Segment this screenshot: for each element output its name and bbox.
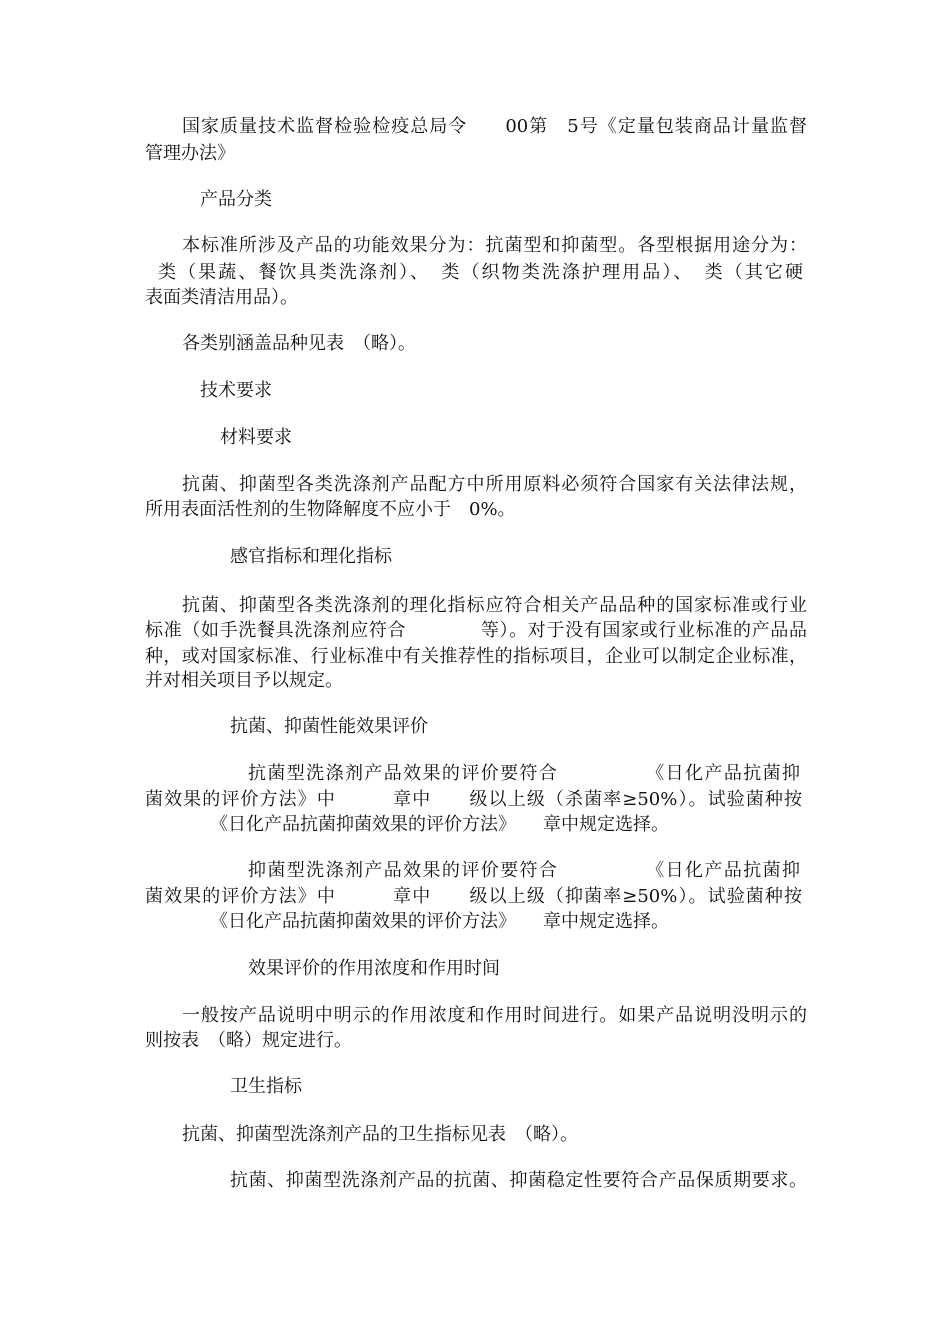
paragraph-line: 抗菌、抑菌型各类洗涤剂产品配方中所用原料必须符合国家有关法律法规， [182,474,807,495]
section-heading: 技术要求 [200,380,272,401]
paragraph-line: 类（果蔬、餐饮具类洗涤剂）、 类（织物类洗涤护理用品）、 类（其它硬 [158,262,803,283]
paragraph-line: 则按表 （略）规定进行。 [145,1030,352,1051]
section-heading: 产品分类 [200,189,272,210]
subsection-heading: 效果评价的作用浓度和作用时间 [248,958,500,979]
paragraph-line: 《日化产品抗菌抑菌效果的评价方法》 章中规定选择。 [210,814,669,835]
subsection-heading: 材料要求 [220,427,292,448]
paragraph-line: 抗菌、抑菌型各类洗涤剂的理化指标应符合相关产品品种的国家标准或行业 [182,595,807,616]
paragraph-line: 所用表面活性剂的生物降解度不应小于 0%。 [145,499,516,520]
subsection-heading: 感官指标和理化指标 [230,546,392,567]
paragraph-line: 国家质量技术监督检验检疫总局令 00第 5号《定量包装商品计量监督 [182,116,807,137]
paragraph-line: 抗菌、抑菌型洗涤剂产品的抗菌、抑菌稳定性要符合产品保质期要求。 [230,1170,807,1191]
paragraph-line: 标准（如手洗餐具洗涤剂应符合 等）。对于没有国家或行业标准的产品品 [145,620,807,641]
subsection-heading: 卫生指标 [230,1076,302,1097]
paragraph-line: 本标准所涉及产品的功能效果分为：抗菌型和抑菌型。各型根据用途分为： [182,235,807,256]
paragraph-line: 菌效果的评价方法》中 章中 级以上级（杀菌率≥50%）。试验菌种按 [145,789,802,810]
paragraph-line: 各类别涵盖品种见表 （略）。 [182,333,416,354]
paragraph-line: 菌效果的评价方法》中 章中 级以上级（抑菌率≥50%）。试验菌种按 [145,886,802,907]
paragraph-line: 抗菌型洗涤剂产品效果的评价要符合 《日化产品抗菌抑 [248,763,800,784]
paragraph-line: 《日化产品抗菌抑菌效果的评价方法》 章中规定选择。 [210,911,669,932]
paragraph-line: 抗菌、抑菌型洗涤剂产品的卫生指标见表 （略）。 [182,1124,578,1145]
subsection-heading: 抗菌、抑菌性能效果评价 [230,716,428,737]
paragraph-line: 表面类清洁用品）。 [145,287,298,308]
paragraph-line: 一般按产品说明中明示的作用浓度和作用时间进行。如果产品说明没明示的 [182,1005,807,1026]
paragraph-line: 种，或对国家标准、行业标准中有关推荐性的指标项目，企业可以制定企业标准， [145,646,807,667]
paragraph-line: 并对相关项目予以规定。 [145,670,343,691]
paragraph-line: 管理办法》 [145,143,235,164]
paragraph-line: 抑菌型洗涤剂产品效果的评价要符合 《日化产品抗菌抑 [248,860,800,881]
